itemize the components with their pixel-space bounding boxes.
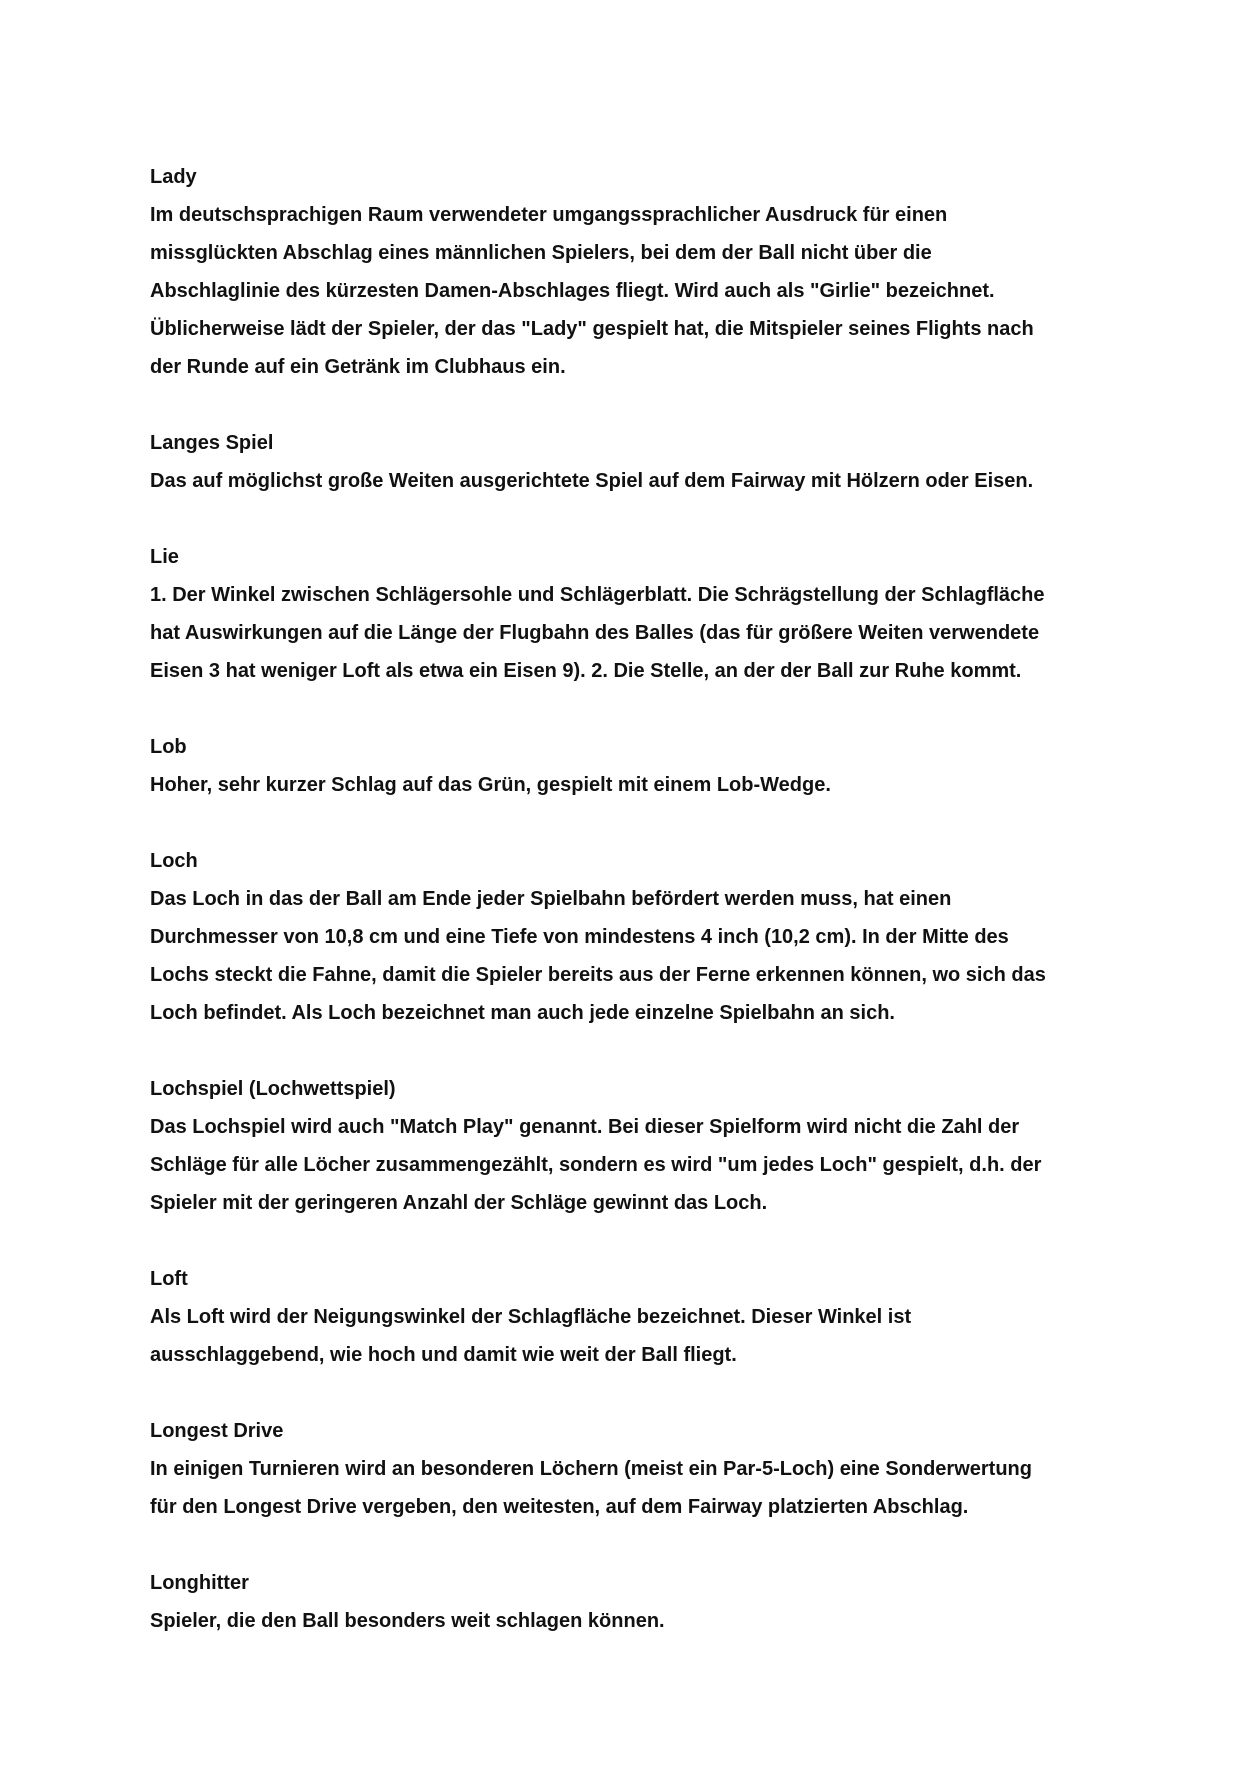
entry-term: Longest Drive: [150, 1420, 284, 1442]
definition-line: der Runde auf ein Getränk im Clubhaus ein.: [150, 356, 566, 378]
glossary-entry-longhitter: [150, 1564, 1140, 1640]
entry-definition: [150, 1602, 1140, 1640]
glossary-entry-loch: [150, 842, 1140, 1032]
definition-line: Lochs steckt die Fahne, damit die Spieler bereits aus der Ferne erkennen können, wo sich das: [150, 964, 1046, 986]
definition-line: Im deutschsprachigen Raum verwendeter umgangssprachlicher Ausdruck für einen: [150, 204, 948, 226]
entry-term: Langes Spiel: [150, 432, 274, 454]
definition-line: Hoher, sehr kurzer Schlag auf das Grün, gespielt mit einem Lob-Wedge.: [150, 774, 831, 796]
glossary-entry-longest-drive: [150, 1412, 1140, 1526]
glossary-entry-lie: [150, 538, 1140, 690]
glossary-page: [150, 158, 1140, 1678]
definition-line: Spieler mit der geringeren Anzahl der Schläge gewinnt das Loch.: [150, 1192, 768, 1214]
definition-line: hat Auswirkungen auf die Länge der Flugbahn des Balles (das für größere Weiten verwendete: [150, 622, 1040, 644]
glossary-entry-loft: [150, 1260, 1140, 1374]
definition-line: ausschlaggebend, wie hoch und damit wie weit der Ball fliegt.: [150, 1344, 737, 1366]
entry-definition: [150, 576, 1140, 690]
entry-term: Lie: [150, 546, 179, 568]
glossary-entry-lady: [150, 158, 1140, 386]
definition-line: Das Loch in das der Ball am Ende jeder Spielbahn befördert werden muss, hat einen: [150, 888, 952, 910]
definition-line: In einigen Turnieren wird an besonderen Löchern (meist ein Par-5-Loch) eine Sonderwertung: [150, 1458, 1032, 1480]
definition-line: Das auf möglichst große Weiten ausgerichtete Spiel auf dem Fairway mit Hölzern oder Eisen.: [150, 470, 1034, 492]
entry-definition: [150, 1108, 1140, 1222]
glossary-entry-langes-spiel: [150, 424, 1140, 500]
entry-definition: [150, 1450, 1140, 1526]
definition-line: missglückten Abschlag eines männlichen Spielers, bei dem der Ball nicht über die: [150, 242, 932, 264]
definition-line: Eisen 3 hat weniger Loft als etwa ein Eisen 9). 2. Die Stelle, an der der Ball zur Ruhe kommt.: [150, 660, 1022, 682]
entry-definition: [150, 766, 1140, 804]
entry-term: Loft: [150, 1268, 188, 1290]
definition-line: Durchmesser von 10,8 cm und eine Tiefe von mindestens 4 inch (10,2 cm). In der Mitte des: [150, 926, 1009, 948]
definition-line: Schläge für alle Löcher zusammengezählt, sondern es wird "um jedes Loch" gespielt, d.h. der: [150, 1154, 1042, 1176]
glossary-entry-lob: [150, 728, 1140, 804]
glossary-entry-lochspiel: [150, 1070, 1140, 1222]
entry-definition: [150, 462, 1140, 500]
definition-line: Loch befindet. Als Loch bezeichnet man auch jede einzelne Spielbahn an sich.: [150, 1002, 895, 1024]
definition-line: für den Longest Drive vergeben, den weitesten, auf dem Fairway platzierten Abschlag.: [150, 1496, 969, 1518]
entry-term: Longhitter: [150, 1572, 249, 1594]
definition-line: Abschlaglinie des kürzesten Damen-Abschlages fliegt. Wird auch als "Girlie" bezeichnet.: [150, 280, 995, 302]
definition-line: Das Lochspiel wird auch "Match Play" genannt. Bei dieser Spielform wird nicht die Zahl der: [150, 1116, 1020, 1138]
entry-definition: [150, 196, 1140, 386]
definition-line: Spieler, die den Ball besonders weit schlagen können.: [150, 1610, 665, 1632]
definition-line: Als Loft wird der Neigungswinkel der Schlagfläche bezeichnet. Dieser Winkel ist: [150, 1306, 912, 1328]
entry-term: Lob: [150, 736, 187, 758]
entry-term: Lady: [150, 166, 197, 188]
entry-definition: [150, 1298, 1140, 1374]
entry-term: Lochspiel (Lochwettspiel): [150, 1078, 396, 1100]
definition-line: 1. Der Winkel zwischen Schlägersohle und Schlägerblatt. Die Schrägstellung der Schlagfläche: [150, 584, 1045, 606]
entry-definition: [150, 880, 1140, 1032]
definition-line: Üblicherweise lädt der Spieler, der das "Lady" gespielt hat, die Mitspieler seines Flights nach: [150, 318, 1034, 340]
entry-term: Loch: [150, 850, 198, 872]
